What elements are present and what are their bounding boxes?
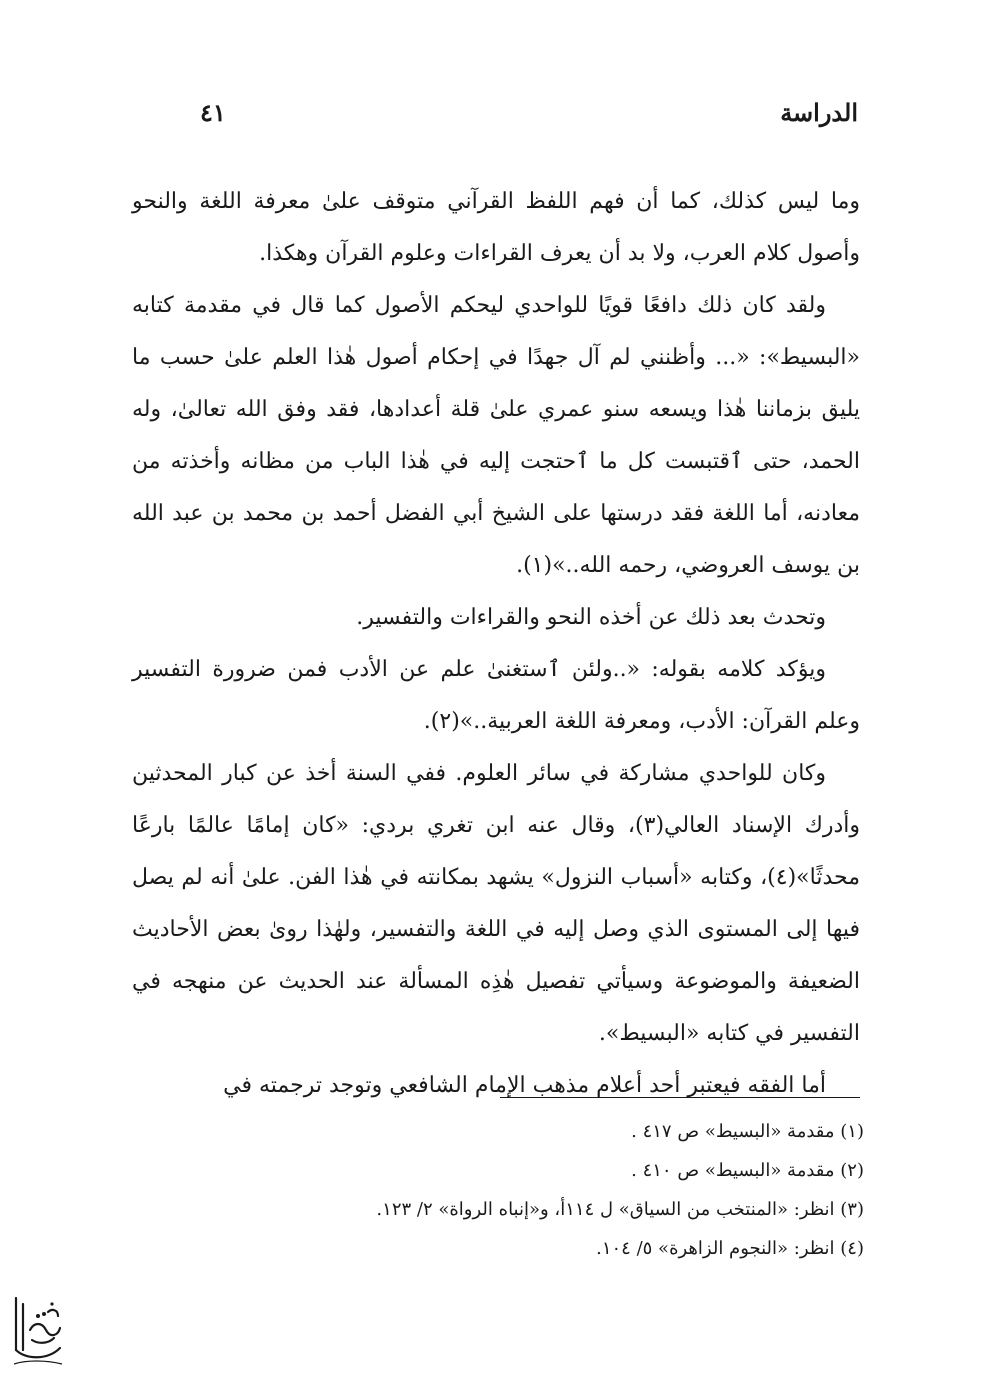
footnote: (٣) انظر: «المنتخب من السياق» ل ١١٤أ، و«إنباه الرواة» ٢/ ١٢٣. — [376, 1199, 864, 1220]
paragraph: ولقد كان ذلك دافعًا قويًا للواحدي ليحكم الأصول كما قال في مقدمة كتابه «البسيط»: «... وأظنني لم آل جهدًا في إحكام أصول هٰذا العلم علىٰ حسب ما يليق بزماننا هٰذا ويسعه سنو عمري علىٰ قلة أعدادها، فقد وفق الله تعالىٰ، وله الحمد، حتى ٱقتبست كل ما ٱحتجت إليه في هٰذا الباب من مظانه وأخذته من معادنه، أما اللغة فقد درستها على الشيخ أبي الفضل أحمد بن محمد بن عبد الله بن يوسف العروضي، رحمه الله..»(١). — [132, 293, 860, 578]
page-number: ٤١ — [200, 98, 226, 127]
footnote: (١) مقدمة «البسيط» ص ٤١٧ . — [631, 1121, 864, 1142]
paragraph: وكان للواحدي مشاركة في سائر العلوم. ففي السنة أخذ عن كبار المحدثين وأدرك الإسناد العالي(٣)، وقال عنه ابن تغري بردي: «كان إمامًا عالمًا بارعًا محدثًا»(٤)، وكتابه «أسباب النزول» يشهد بمكانته في هٰذا الفن. علىٰ أنه لم يصل فيها إلى المستوى الذي وصل إليه في اللغة والتفسير، ولهٰذا روىٰ بعض الأحاديث الضعيفة والموضوعة وسيأتي تفصيل هٰذِه المسألة عند الحديث عن منهجه في التفسير في كتابه «البسيط». — [132, 761, 860, 1046]
footnote: (٢) مقدمة «البسيط» ص ٤١٠ . — [631, 1160, 864, 1181]
main-text — [132, 176, 860, 1112]
almostafa-logo-icon — [8, 1290, 68, 1372]
footnote-divider — [500, 1097, 860, 1098]
page-header — [200, 98, 858, 138]
footnote: (٤) انظر: «النجوم الزاهرة» ٥/ ١٠٤. — [596, 1238, 864, 1259]
paragraph: أما الفقه فيعتبر أحد أعلام مذهب الإمام الشافعي وتوجد ترجمته في — [223, 1073, 826, 1098]
footnotes — [132, 1112, 864, 1268]
running-title: الدراسة — [780, 98, 858, 127]
paragraph: ويؤكد كلامه بقوله: «..ولئن ٱستغنىٰ علم عن الأدب فمن ضرورة التفسير وعلم القرآن: الأدب، ومعرفة اللغة العربية..»(٢). — [132, 657, 860, 734]
paragraph: وتحدث بعد ذلك عن أخذه النحو والقراءات والتفسير. — [356, 605, 826, 630]
paragraph: وما ليس كذلك، كما أن فهم اللفظ القرآني متوقف علىٰ معرفة اللغة والنحو وأصول كلام العرب، ولا بد أن يعرف القراءات وعلوم القرآن وهكذا. — [132, 189, 860, 266]
